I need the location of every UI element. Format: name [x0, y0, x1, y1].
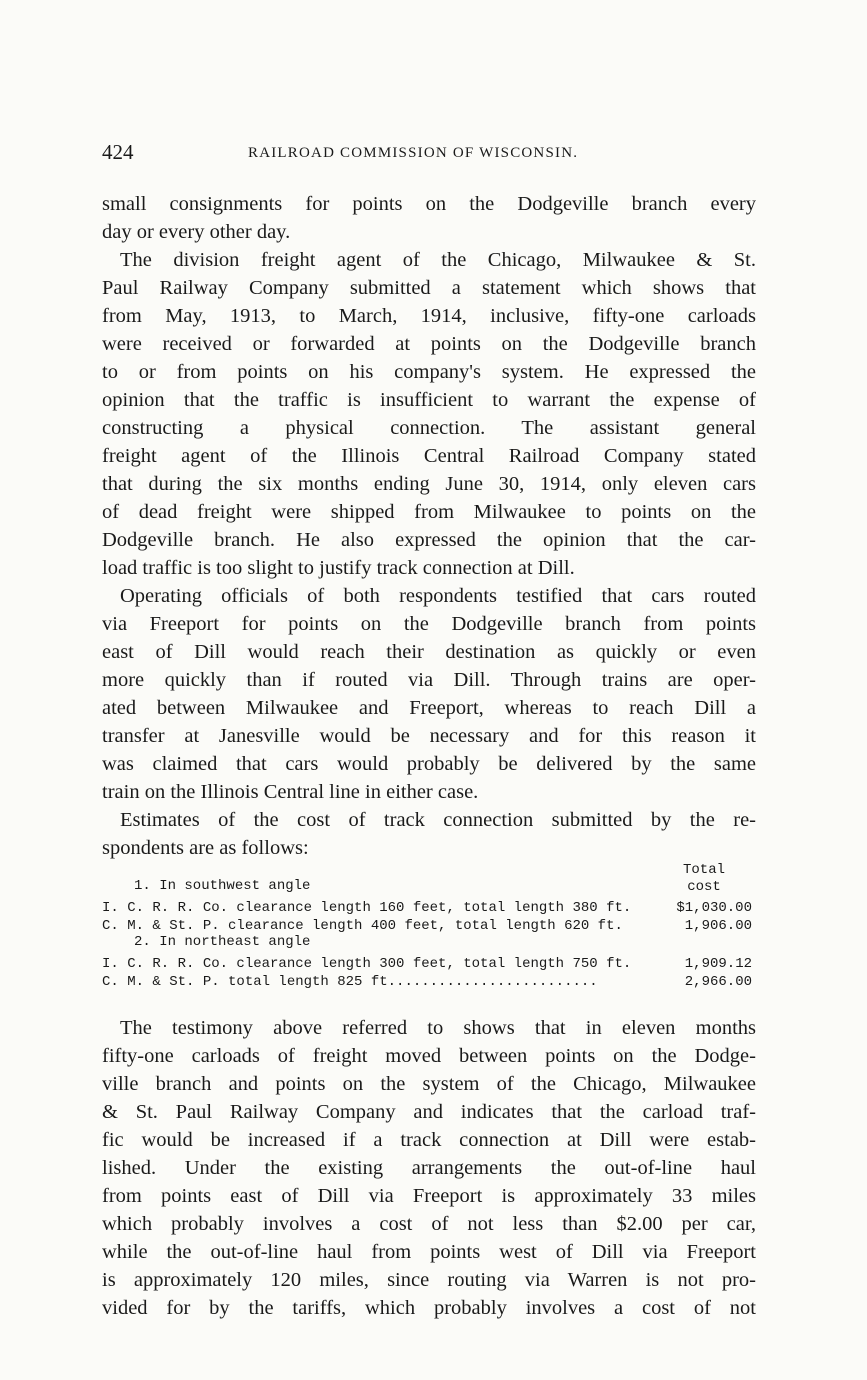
- text-line: load traffic is too slight to justify track connection at Dill.: [102, 557, 575, 579]
- text-line: Dodgeville branch. He also expressed the opinion that the car-: [102, 529, 756, 551]
- text-line: more quickly than if routed via Dill. Through trains are oper-: [102, 669, 756, 691]
- text-line: transfer at Janesville would be necessary and for this reason it: [102, 725, 756, 747]
- paragraph-estimates: [102, 806, 756, 862]
- paragraph-testimony: [102, 1014, 756, 1322]
- text-line: vided for by the tariffs, which probably involves a cost of not: [102, 1297, 756, 1319]
- text-line: from points east of Dill via Freeport is approximately 33 miles: [102, 1185, 756, 1207]
- text-line: were received or forwarded at points on the Dodgeville branch: [102, 333, 756, 355]
- text-line: Estimates of the cost of track connection submitted by the re-: [120, 809, 756, 831]
- table-row: [102, 974, 756, 991]
- text-line: via Freeport for points on the Dodgeville branch from points: [102, 613, 756, 635]
- column-header-line: Total: [682, 862, 725, 878]
- text-line: constructing a physical connection. The assistant general: [102, 417, 756, 439]
- text-line: ville branch and points on the system of the Chicago, Milwaukee: [102, 1073, 756, 1095]
- paragraph-continuation: [102, 190, 756, 246]
- row-cost: 2,966.00: [684, 974, 752, 990]
- running-title: RAILROAD COMMISSION OF WISCONSIN.: [248, 145, 579, 161]
- table-row: [102, 956, 756, 973]
- paragraph-operating-officials: [102, 582, 756, 806]
- table-row: [102, 918, 756, 935]
- text-line: was claimed that cars would probably be delivered by the same: [102, 753, 756, 775]
- text-line: fic would be increased if a track connection at Dill were estab-: [102, 1129, 756, 1151]
- text-line: The testimony above referred to shows that in eleven months: [120, 1017, 756, 1039]
- row-description: I. C. R. R. Co. clearance length 300 feet, total length 750 ft.: [102, 956, 632, 972]
- running-head: [102, 140, 756, 168]
- text-line: The division freight agent of the Chicago, Milwaukee & St.: [120, 249, 756, 271]
- text-line: spondents are as follows:: [102, 837, 309, 859]
- group-label: 1. In southwest angle: [134, 878, 311, 894]
- text-line: from May, 1913, to March, 1914, inclusive, fifty-one carloads: [102, 305, 756, 327]
- text-line: is approximately 120 miles, since routing via Warren is not pro-: [102, 1269, 756, 1291]
- row-description: C. M. & St. P. total length 825 ft.........................: [102, 974, 598, 990]
- text-line: that during the six months ending June 30, 1914, only eleven cars: [102, 473, 756, 495]
- row-cost: 1,909.12: [684, 956, 752, 972]
- text-line: train on the Illinois Central line in either case.: [102, 781, 479, 803]
- column-header-line: cost: [687, 879, 721, 895]
- table-row: [102, 900, 756, 917]
- text-line: lished. Under the existing arrangements the out-of-line haul: [102, 1157, 756, 1179]
- table-group-heading: [102, 934, 756, 951]
- text-line: freight agent of the Illinois Central Railroad Company stated: [102, 445, 756, 467]
- text-line: east of Dill would reach their destination as quickly or even: [102, 641, 756, 663]
- text-line: & St. Paul Railway Company and indicates that the carload traf-: [102, 1101, 756, 1123]
- text-line: of dead freight were shipped from Milwaukee to points on the: [102, 501, 756, 523]
- row-description: C. M. & St. P. clearance length 400 feet, total length 620 ft.: [102, 918, 623, 934]
- text-line: fifty-one carloads of freight moved between points on the Dodge-: [102, 1045, 756, 1067]
- table-group-heading: [102, 878, 756, 895]
- row-cost: 1,906.00: [684, 918, 752, 934]
- text-line: small consignments for points on the Dodgeville branch every: [102, 193, 756, 215]
- text-line: Paul Railway Company submitted a statement which shows that: [102, 277, 756, 299]
- row-description: I. C. R. R. Co. clearance length 160 feet, total length 380 ft.: [102, 900, 632, 916]
- text-line: to or from points on his company's system. He expressed the: [102, 361, 756, 383]
- text-line: Operating officials of both respondents testified that cars routed: [120, 585, 756, 607]
- text-line: ated between Milwaukee and Freeport, whereas to reach Dill a: [102, 697, 756, 719]
- row-cost: $1,030.00: [676, 900, 752, 916]
- text-line: which probably involves a cost of not less than $2.00 per car,: [102, 1213, 756, 1235]
- text-line: opinion that the traffic is insufficient to warrant the expense of: [102, 389, 756, 411]
- paragraph-freight-agent: [102, 246, 756, 582]
- text-line: day or every other day.: [102, 221, 291, 243]
- page-number: 424: [102, 140, 134, 164]
- group-label: 2. In northeast angle: [134, 934, 311, 950]
- text-line: while the out-of-line haul from points west of Dill via Freeport: [102, 1241, 756, 1263]
